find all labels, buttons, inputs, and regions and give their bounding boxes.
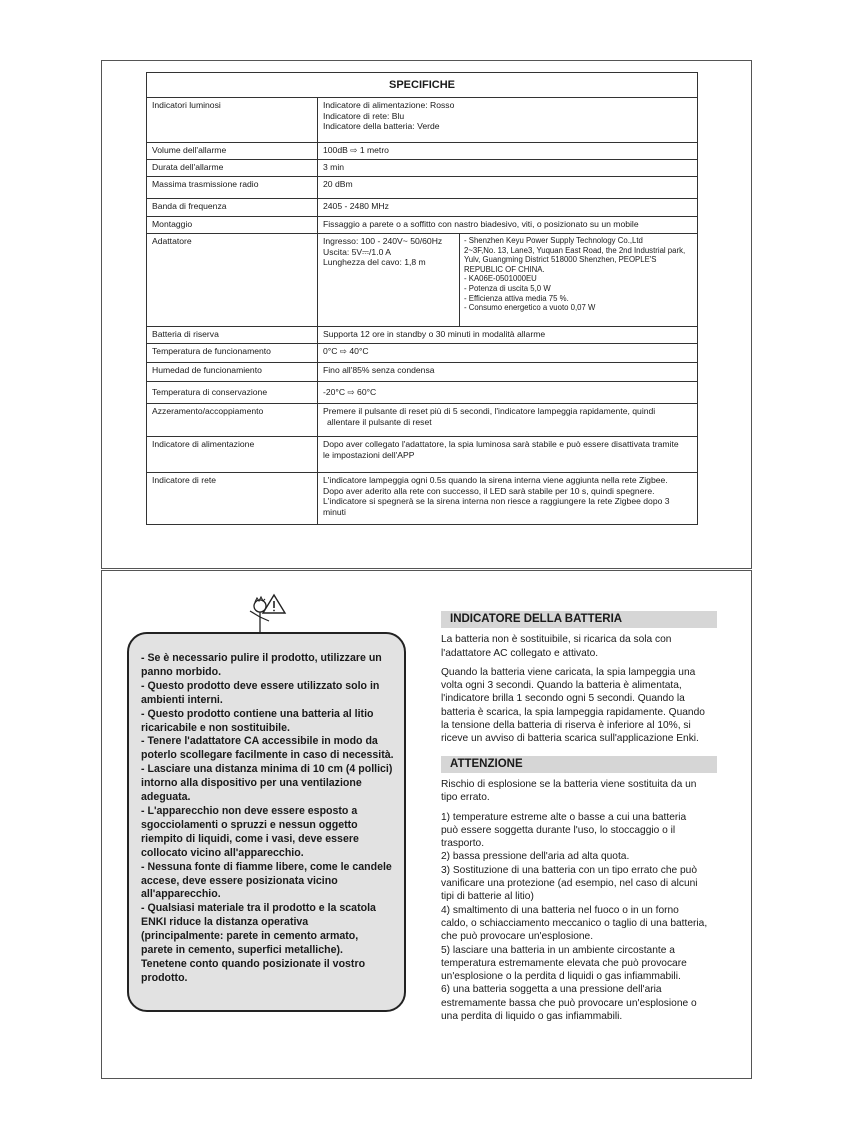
row-value: 100dB ⇨ 1 metro: [318, 143, 698, 160]
text-line: riceve un avviso di batteria scarica sull'applicazione Enki.: [441, 733, 699, 745]
table-title: SPECIFICHE: [147, 73, 698, 98]
value-line: - Potenza di uscita 5,0 W: [464, 283, 551, 293]
safety-line: ricaricabile e non sostituibile.: [141, 721, 290, 734]
list-line: tipi di batterie al litio): [441, 891, 534, 903]
battery-paragraph: [441, 666, 717, 746]
value-line: Yulv, Guangming District 518000 Shenzhen, PEOPLE'S: [464, 255, 657, 265]
attention-heading: ATTENZIONE: [441, 756, 717, 773]
row-value: Fino all'85% senza condensa: [318, 363, 698, 382]
row-value: 2405 - 2480 MHz: [318, 199, 698, 217]
list-line: 6) una batteria soggetta a una pressione dell'aria: [441, 984, 662, 996]
table-row: [147, 217, 698, 234]
row-label: Humedad de funcionamiento: [147, 363, 318, 382]
safety-warnings-box: [127, 632, 406, 1012]
row-value: 3 min: [318, 160, 698, 177]
safety-line: intorno alla dispositivo per una ventilazione: [141, 777, 362, 790]
safety-line: accese, deve essere posizionata vicino: [141, 874, 338, 887]
list-line: 2) bassa pressione dell'aria ad alta quota.: [441, 851, 630, 863]
battery-paragraph: [441, 633, 717, 660]
attention-list: [441, 811, 717, 1024]
list-line: caldo, o schiacciamento meccanico o taglio di una batteria,: [441, 917, 708, 929]
value-line: - Efficienza attiva media 75 %.: [464, 293, 569, 303]
table-row: [147, 437, 698, 473]
row-label: Durata dell'allarme: [147, 160, 318, 177]
value-line: Uscita: 5V⎓/1.0 A: [323, 246, 391, 257]
safety-line: - L'apparecchio non deve essere esposto a: [141, 804, 358, 817]
row-label: Indicatori luminosi: [147, 98, 318, 143]
safety-line: - Lasciare una distanza minima di 10 cm (4 pollici): [141, 763, 393, 776]
safety-line: collocato vicino all'apparecchio.: [141, 846, 304, 859]
safety-line: ambienti interni.: [141, 693, 223, 706]
row-value: [318, 234, 698, 327]
value-line: L'indicatore lampeggia ogni 0.5s quando la sirena interna viene aggiunta nella rete Zigbee.: [323, 475, 668, 485]
text-line: Rischio di esplosione se la batteria viene sostituita da un: [441, 778, 697, 790]
list-line: un'esplosione o la perdita d liquidi o gas infiammabili.: [441, 971, 681, 983]
row-value: 20 dBm: [318, 177, 698, 199]
value-line: - KA06E-0501000EU: [464, 274, 537, 284]
list-line: trasporto.: [441, 838, 485, 850]
table-row: [147, 473, 698, 525]
value-line: Indicatore della batteria: Verde: [323, 121, 440, 132]
safety-line: poterlo scollegare facilmente in caso di necessità.: [141, 749, 394, 762]
row-label: Azzeramento/accoppiamento: [147, 404, 318, 437]
value-line: Lunghezza del cavo: 1,8 m: [323, 257, 426, 268]
safety-line: - Questo prodotto deve essere utilizzato solo in: [141, 679, 380, 692]
text-line: la tensione della batteria di riserva è inferiore al 10%, si: [441, 720, 691, 732]
row-label: Temperatura de funcionamento: [147, 344, 318, 363]
value-line: L'indicatore si spegnerà se la sirena interna non riesce a raggiungere la rete Zigbee dopo 3: [323, 496, 670, 507]
table-header-row: [147, 73, 698, 98]
row-label: Indicatore di rete: [147, 473, 318, 525]
list-line: può essere soggetta durante l'uso, lo stoccaggio o il: [441, 824, 676, 836]
value-line: allentare il pulsante di reset: [327, 416, 432, 427]
list-line: che può provocare un'esplosione.: [441, 931, 594, 943]
table-row-adapter: [147, 234, 698, 327]
table-row: [147, 363, 698, 382]
value-line: Indicatore di rete: Blu: [323, 110, 405, 121]
table-row: [147, 404, 698, 437]
adapter-specs: [318, 234, 460, 326]
safety-line: riempito di liquidi, come i vasi, deve essere: [141, 832, 359, 845]
safety-line: - Tenere l'adattatore CA accessibile in modo da: [141, 735, 378, 748]
attention-intro: [441, 778, 717, 805]
value-line: 2~3F,No. 13, Lane3, Yuquan East Road, the 2nd Industrial park,: [464, 245, 686, 255]
table-row: [147, 199, 698, 217]
safety-line: all'apparecchio.: [141, 888, 221, 901]
value-line: Ingresso: 100 - 240V~ 50/60Hz: [323, 236, 443, 246]
safety-line: Tenetene conto quando posizionate il vostro: [141, 957, 366, 970]
table-row: [147, 177, 698, 199]
value-line: - Shenzhen Keyu Power Supply Technology Co.,Ltd: [464, 236, 643, 245]
value-line: minuti: [323, 506, 346, 517]
list-line: temperatura estremamente elevata che può provocare: [441, 957, 687, 969]
safety-line: - Qualsiasi materiale tra il prodotto e la scatola: [141, 902, 376, 915]
text-line: l'adattatore AC collegato e attivato.: [441, 647, 599, 659]
safety-line: sgocciolamenti o spruzzi e nessun oggetto: [141, 818, 358, 831]
row-value: -20°C ⇨ 60°C: [318, 382, 698, 404]
row-label: Adattatore: [147, 234, 318, 327]
row-value: 0°C ⇨ 40°C: [318, 344, 698, 363]
table-row: [147, 344, 698, 363]
safety-line: - Questo prodotto contiene una batteria al litio: [141, 707, 374, 720]
row-value: [318, 98, 698, 143]
value-line: Dopo aver aderito alla rete con successo, il LED sarà stabile per 10 s, quindi spegnere.: [323, 485, 655, 496]
text-line: tipo errato.: [441, 792, 490, 804]
table-row: [147, 327, 698, 344]
text-line: batteria è scarica, la spia lampeggia rapidamente. Quando: [441, 706, 705, 718]
safety-line: adeguata.: [141, 791, 191, 804]
row-value: Fissaggio a parete o a soffitto con nastro biadesivo, viti, o posizionato su un mobile: [318, 217, 698, 234]
row-value: [318, 437, 698, 473]
row-label: Banda di frequenza: [147, 199, 318, 217]
safety-line: parete in cemento, superfici metalliche).: [141, 944, 343, 957]
table-row: [147, 98, 698, 143]
row-label: Montaggio: [147, 217, 318, 234]
row-label: Indicatore di alimentazione: [147, 437, 318, 473]
list-line: una perdita di liquido o gas infiammabili.: [441, 1011, 623, 1023]
value-line: Premere il pulsante di reset più di 5 secondi, l'indicatore lampeggia rapidamente, quindi: [323, 406, 656, 416]
text-line: l'indicatore brilla 1 secondo ogni 5 secondi. Quando la: [441, 693, 685, 705]
safety-line: - Se è necessario pulire il prodotto, utilizzare un: [141, 652, 382, 664]
row-value: [318, 404, 698, 437]
value-line: - Consumo energetico a vuoto 0,07 W: [464, 303, 596, 313]
safety-line: prodotto.: [141, 971, 188, 984]
row-label: Volume dell'allarme: [147, 143, 318, 160]
battery-indicator-heading: INDICATORE DELLA BATTERIA: [441, 611, 717, 628]
text-line: Quando la batteria viene caricata, la spia lampeggia una: [441, 666, 696, 678]
table-row: [147, 143, 698, 160]
value-line: REPUBLIC OF CHINA.: [464, 264, 545, 274]
list-line: 4) smaltimento di una batteria nel fuoco o in un forno: [441, 904, 679, 916]
row-label: Temperatura di conservazione: [147, 382, 318, 404]
specifications-table: [146, 72, 698, 525]
row-value: Supporta 12 ore in standby o 30 minuti in modalità allarme: [318, 327, 698, 344]
right-column: [441, 611, 717, 1023]
list-line: vanificare una protezione (ad esempio, nel caso di alcuni: [441, 878, 698, 890]
list-line: 5) lasciare una batteria in un ambiente circostante a: [441, 944, 675, 956]
row-value: [318, 473, 698, 525]
list-line: estremamente bassa che può provocare un'esplosione o: [441, 997, 697, 1009]
list-line: 3) Sostituzione di una batteria con un tipo errato che può: [441, 864, 697, 876]
row-label: Massima trasmissione radio: [147, 177, 318, 199]
safety-line: ENKI riduce la distanza operativa: [141, 916, 309, 929]
table-row: [147, 160, 698, 177]
safety-line: (principalmente: parete in cemento armato,: [141, 930, 359, 943]
adapter-manufacturer: [460, 234, 685, 326]
table-row: [147, 382, 698, 404]
value-line: Dopo aver collegato l'adattatore, la spia luminosa sarà stabile e può essere disattivata tramite: [323, 439, 679, 449]
safety-line: panno morbido.: [141, 665, 222, 678]
value-line: le impostazioni dell'APP: [323, 449, 415, 460]
row-label: Batteria di riserva: [147, 327, 318, 344]
list-line: 1) temperature estreme alte o basse a cui una batteria: [441, 811, 687, 823]
text-line: volta ogni 3 secondi. Quando la batteria è alimentata,: [441, 680, 682, 692]
value-line: Indicatore di alimentazione: Rosso: [323, 100, 455, 110]
safety-line: - Nessuna fonte di fiamme libere, come le candele: [141, 860, 392, 873]
text-line: La batteria non è sostituibile, si ricarica da sola con: [441, 634, 672, 646]
